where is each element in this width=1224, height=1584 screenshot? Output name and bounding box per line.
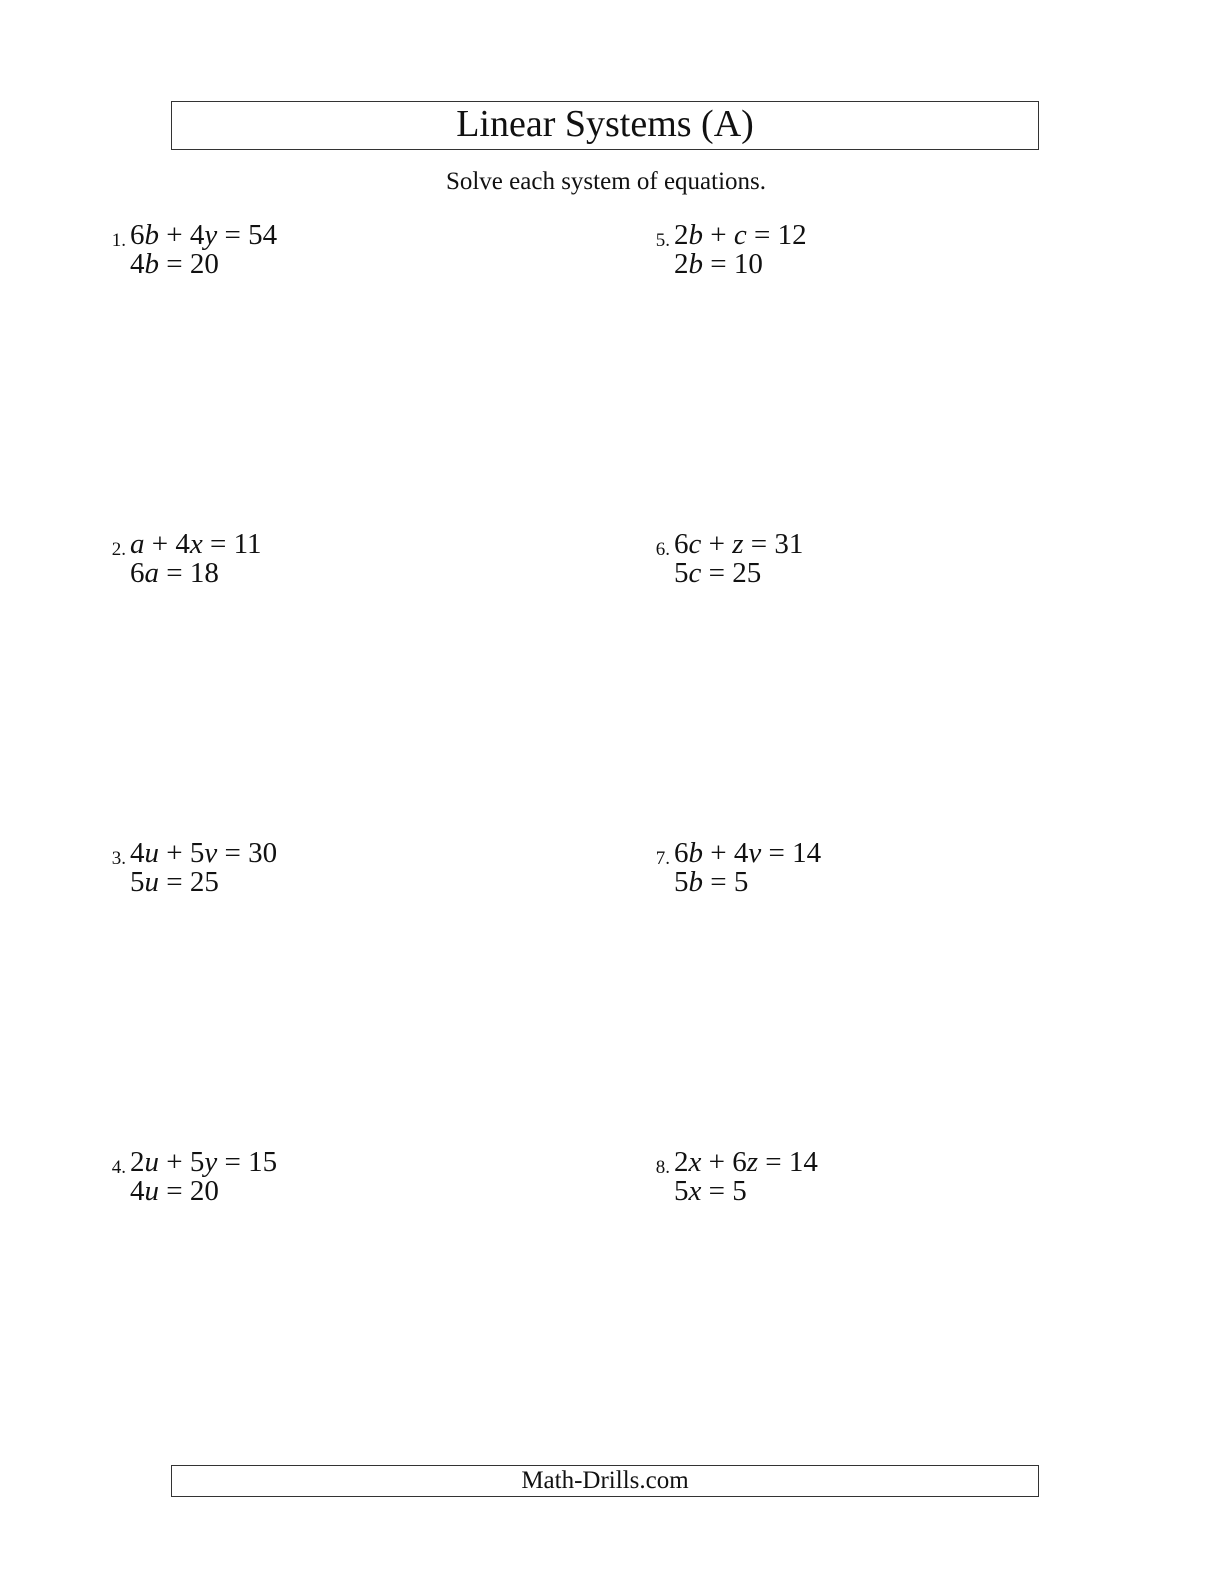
problem-2 bbox=[100, 530, 500, 600]
problem-number: 5. bbox=[655, 230, 670, 251]
problem-equation-1: 2u + 5y = 15 bbox=[130, 1146, 278, 1178]
problem-3 bbox=[100, 839, 500, 909]
problem-equation-2: 6a = 18 bbox=[130, 557, 219, 589]
problem-number: 1. bbox=[111, 230, 126, 251]
footer-box bbox=[171, 1465, 1039, 1497]
problem-equation-1: 4u + 5v = 30 bbox=[130, 837, 278, 869]
problem-number: 2. bbox=[111, 539, 126, 560]
problem-equation-2: 5b = 5 bbox=[674, 866, 749, 898]
problem-7 bbox=[644, 839, 1044, 909]
problem-4 bbox=[100, 1148, 500, 1218]
problem-equation-1: 2b + c = 12 bbox=[674, 219, 807, 251]
worksheet-instructions: Solve each system of equations. bbox=[445, 168, 767, 195]
problem-equation-1: 2x + 6z = 14 bbox=[674, 1146, 818, 1178]
problem-equation-1: 6c + z = 31 bbox=[674, 528, 804, 560]
problem-number: 4. bbox=[111, 1157, 126, 1178]
problem-1 bbox=[100, 221, 500, 291]
problem-equation-2: 2b = 10 bbox=[674, 248, 763, 280]
problem-equation-2: 4u = 20 bbox=[130, 1175, 219, 1207]
footer-site-name: Math-Drills.com bbox=[521, 1467, 689, 1494]
problem-number: 8. bbox=[655, 1157, 670, 1178]
problem-equation-2: 5c = 25 bbox=[674, 557, 762, 589]
problem-equation-1: 6b + 4y = 54 bbox=[130, 219, 278, 251]
problem-equation-2: 4b = 20 bbox=[130, 248, 219, 280]
problem-5 bbox=[644, 221, 1044, 291]
problem-equation-1: 6b + 4v = 14 bbox=[674, 837, 822, 869]
problem-number: 6. bbox=[655, 539, 670, 560]
problem-equation-2: 5u = 25 bbox=[130, 866, 219, 898]
problem-equation-2: 5x = 5 bbox=[674, 1175, 747, 1207]
problem-equation-1: a + 4x = 11 bbox=[130, 528, 262, 560]
worksheet-title: Linear Systems (A) bbox=[456, 103, 754, 145]
problem-8 bbox=[644, 1148, 1044, 1218]
worksheet-title-box bbox=[171, 101, 1039, 150]
problem-number: 3. bbox=[111, 848, 126, 869]
problem-6 bbox=[644, 530, 1044, 600]
problem-number: 7. bbox=[655, 848, 670, 869]
